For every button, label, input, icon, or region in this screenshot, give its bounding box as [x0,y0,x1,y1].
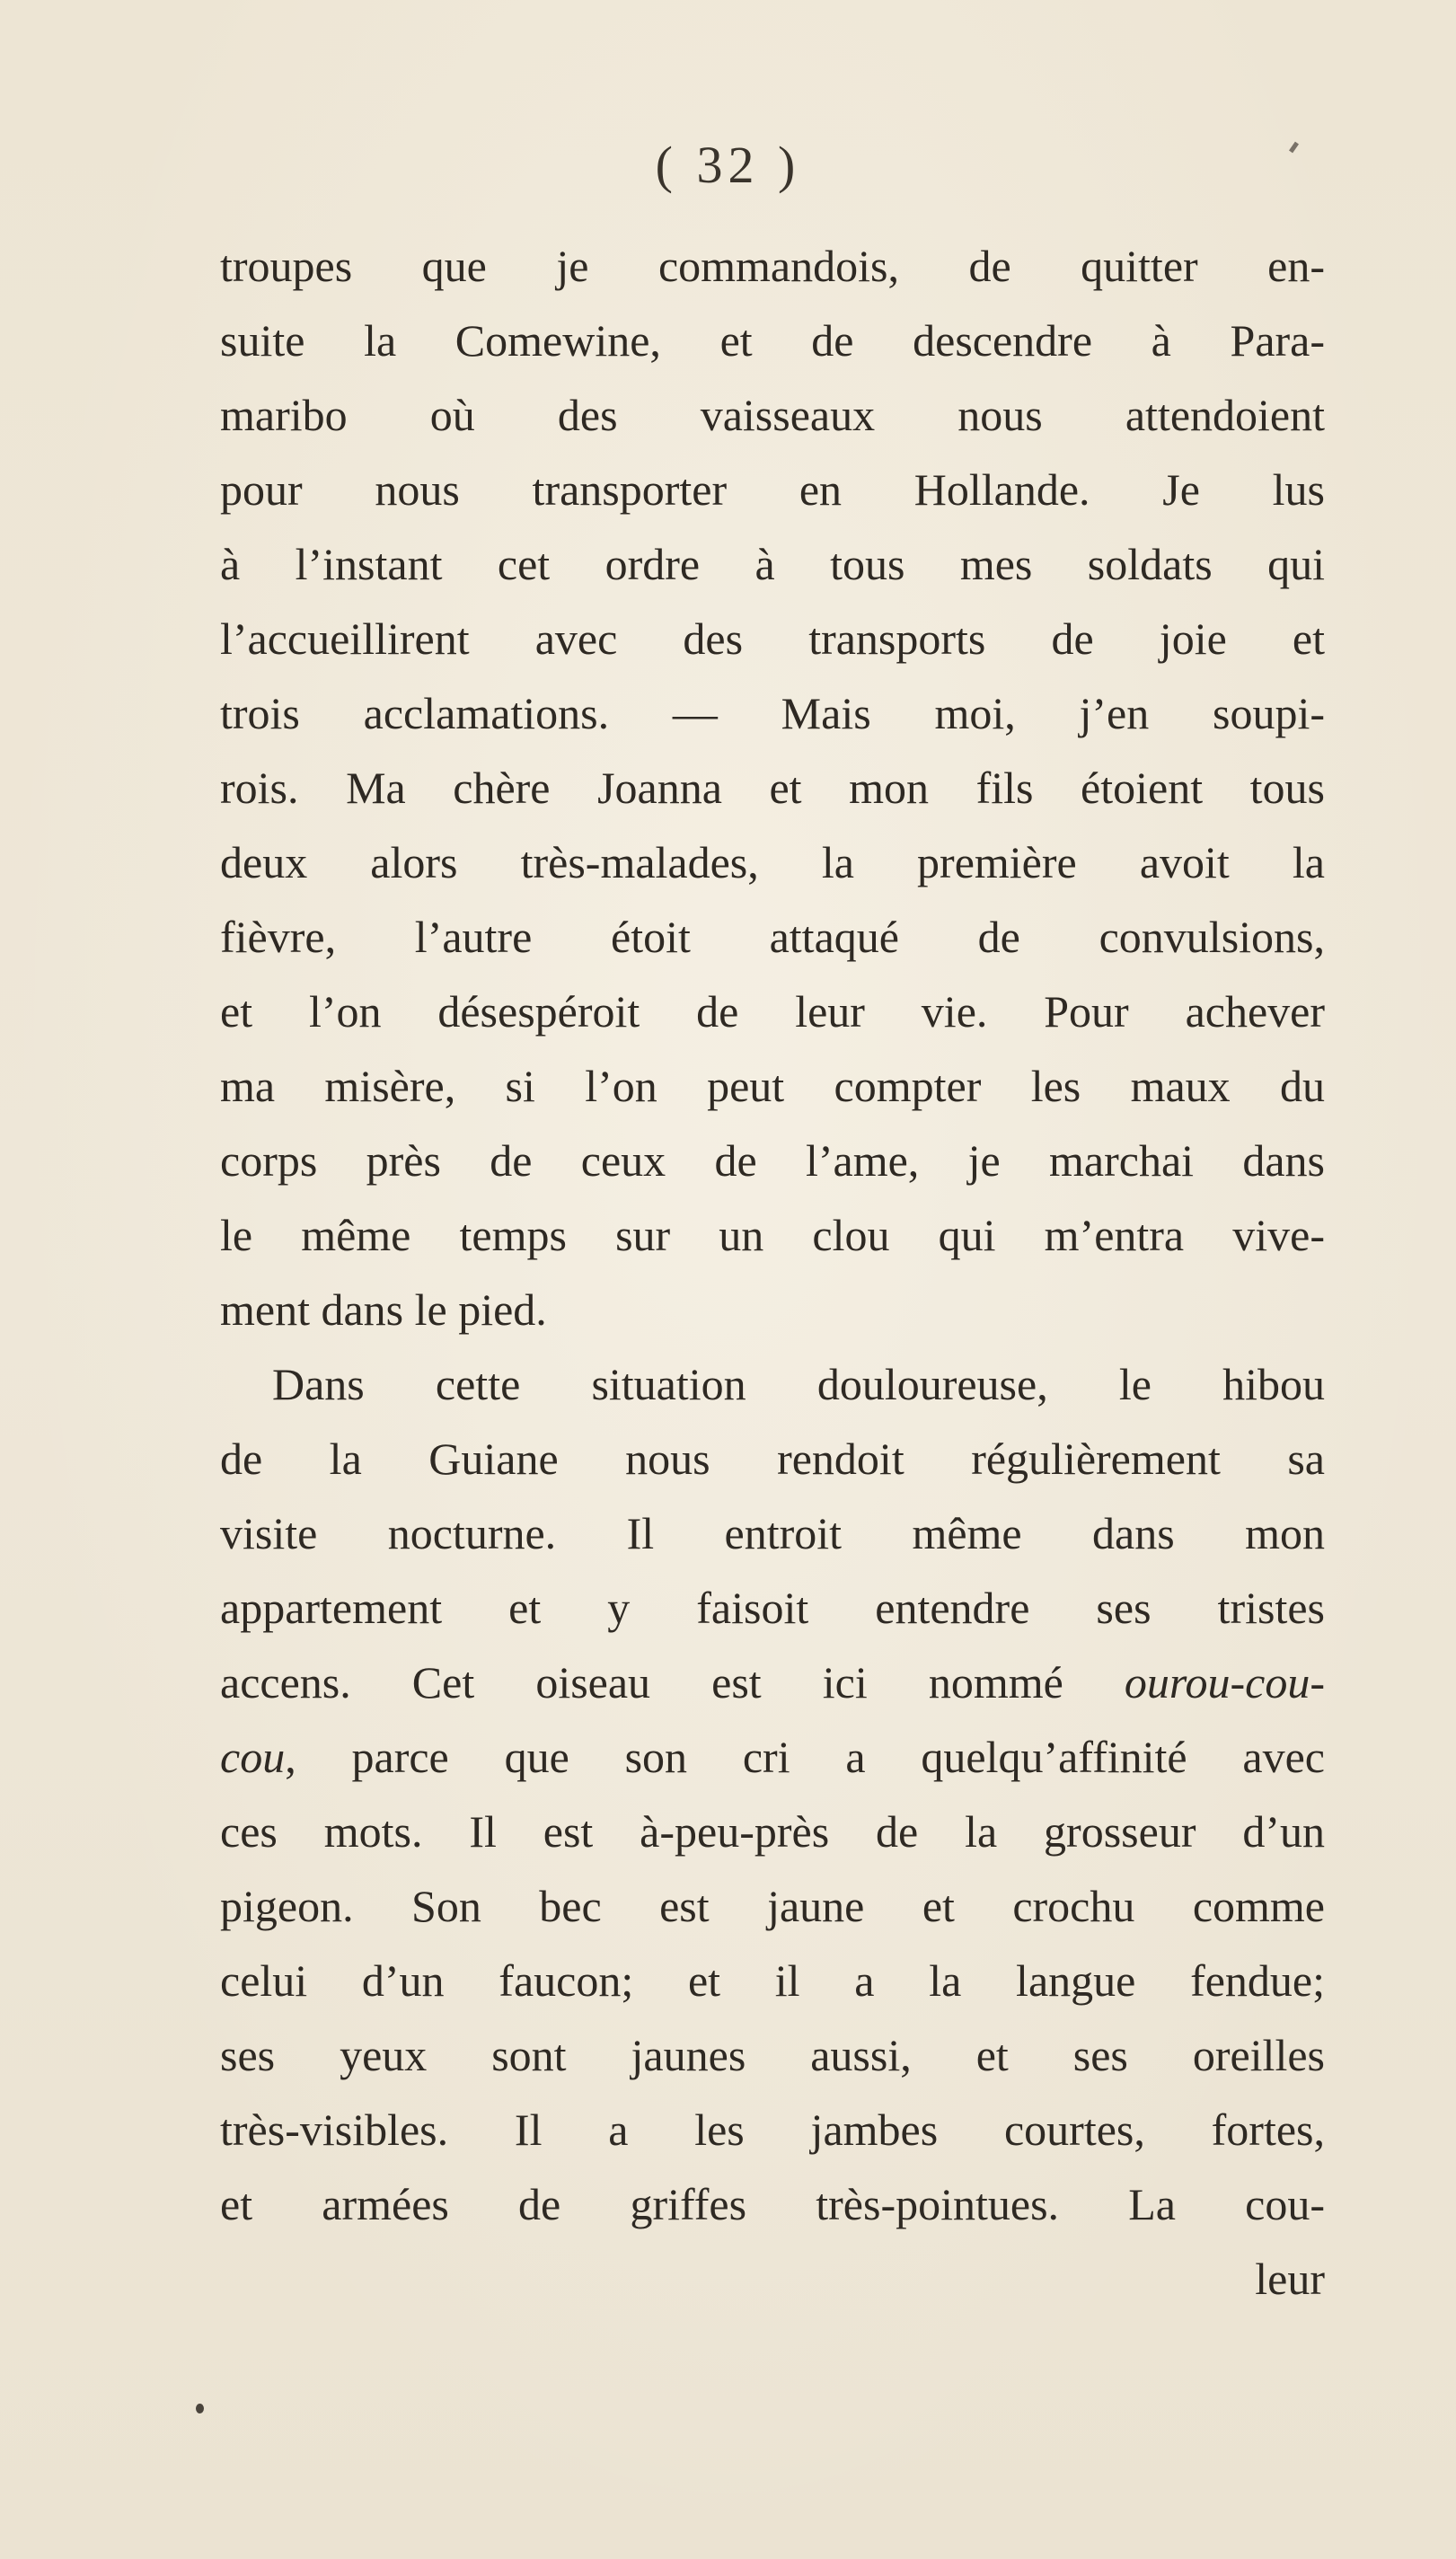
text-line: ses yeux sont jaunes aussi, et ses oreilles [220,2030,1325,2080]
text-line: ces mots. Il est à-peu-près de la grosseur d’un [220,1806,1325,1857]
text-line: maribo où des vaisseaux nous attendoient [220,390,1325,440]
text-line: de la Guiane nous rendoit régulièrement sa [220,1434,1325,1484]
text-line: très-visibles. Il a les jambes courtes, fortes, [220,2105,1325,2155]
text-line: l’accueillirent avec des transports de joie et [220,613,1325,664]
italic-term: ourou-cou- [1124,1657,1325,1707]
text-run: accens. Cet oiseau est ici nommé [220,1657,1125,1707]
italic-term: cou [220,1732,286,1782]
ink-speck [196,2404,204,2413]
body-text [220,229,1325,2316]
text-line: rois. Ma chère Joanna et mon fils étoient tous [220,763,1325,813]
text-line: pour nous transporter en Hollande. Je lus [220,464,1325,515]
text-line: troupes que je commandois, de quitter en- [220,241,1325,291]
text-line: à l’instant cet ordre à tous mes soldats qui [220,539,1325,589]
text-line: fièvre, l’autre étoit attaqué de convulsions, [220,912,1325,962]
text-line: deux alors très-malades, la première avoit la [220,837,1325,887]
text-line: celui d’un faucon; et il a la langue fendue; [220,1955,1325,2006]
text-line: visite nocturne. Il entroit même dans mon [220,1508,1325,1558]
page-number: ( 32 ) [655,136,801,194]
paragraph-start-line: Dans cette situation douloureuse, le hibou [272,1359,1325,1409]
text-line: appartement et y faisoit entendre ses tristes [220,1583,1325,1633]
text-line: pigeon. Son bec est jaune et crochu comme [220,1881,1325,1931]
text-line: suite la Comewine, et de descendre à Para- [220,315,1325,366]
text-line: et armées de griffes très-pointues. La cou- [220,2179,1325,2229]
text-line: corps près de ceux de l’ame, je marchai dans [220,1135,1325,1186]
text-line: ment dans le pied. [220,1284,547,1335]
text-line-mixed [220,1646,1325,1720]
text-line: le même temps sur un clou qui m’entra vive- [220,1210,1325,1260]
text-line: et l’on désespéroit de leur vie. Pour achever [220,986,1325,1037]
text-line: ma misère, si l’on peut compter les maux du [220,1061,1325,1111]
catchword: leur [1255,2254,1325,2304]
text-line-mixed [220,1720,1325,1795]
text-run: , parce que son cri a quelqu’affinité avec [285,1732,1325,1782]
text-line: trois acclamations. — Mais moi, j’en soupi- [220,688,1325,738]
